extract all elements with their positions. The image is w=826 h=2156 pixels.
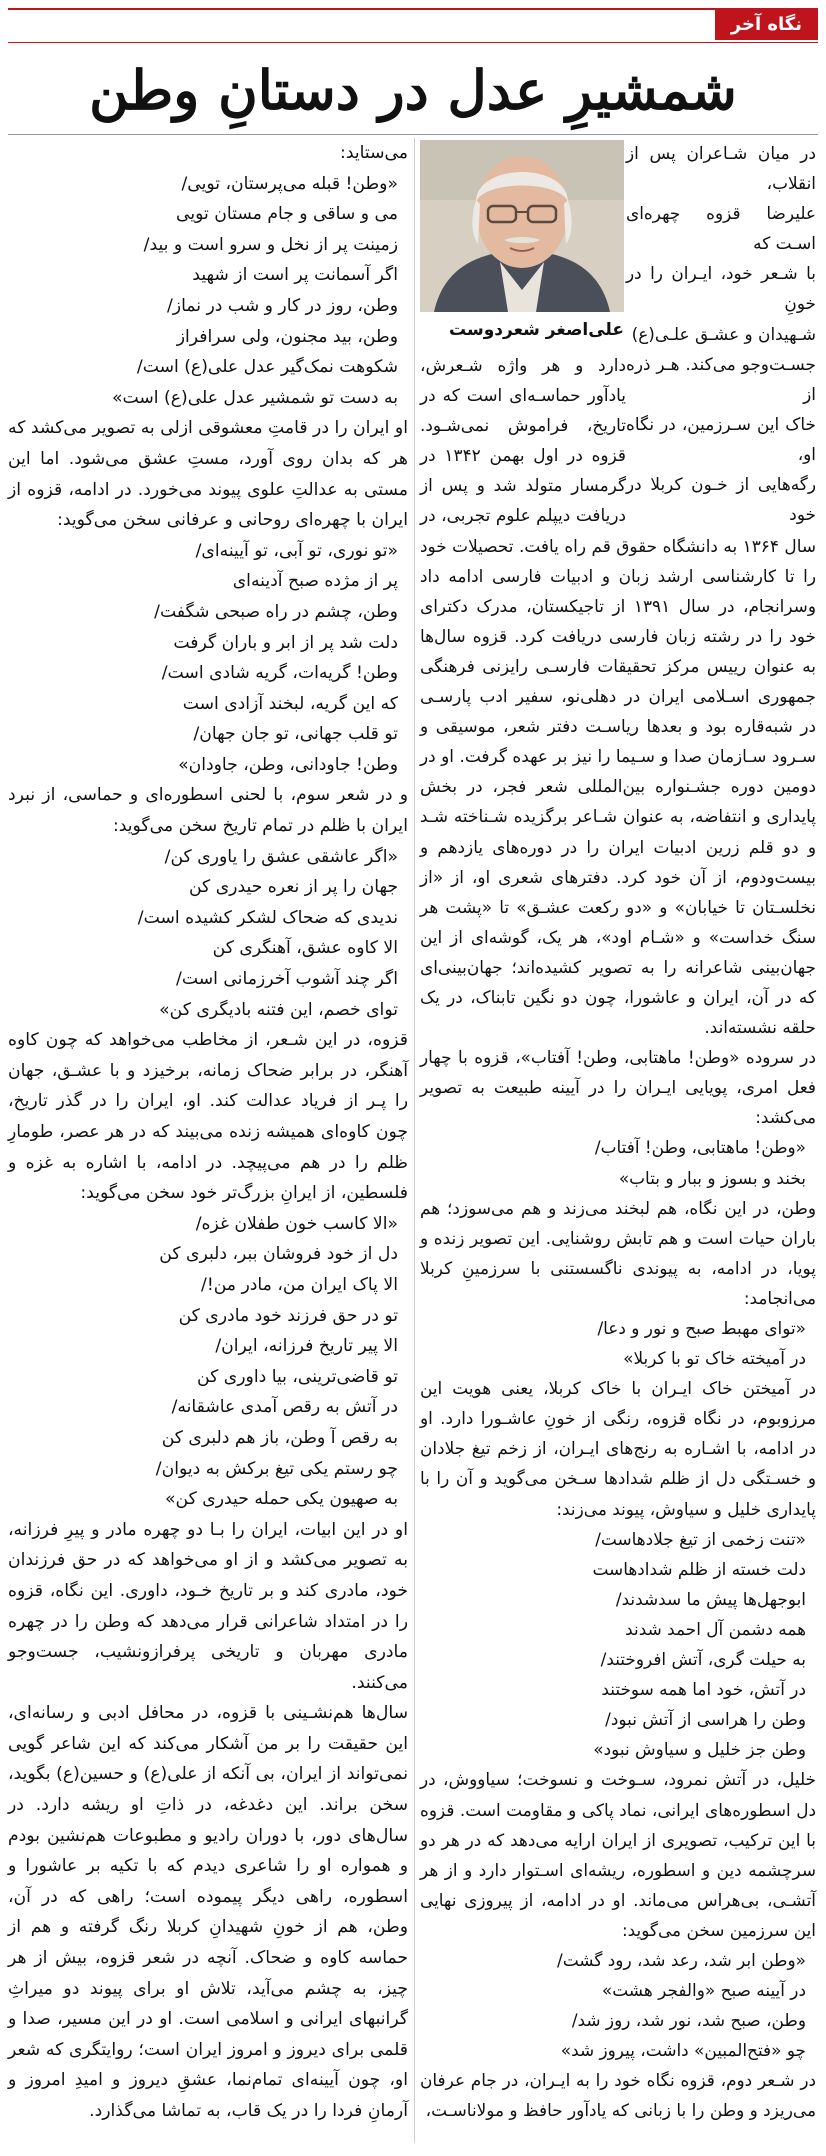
- verse-line: «اگر عاشقی عشق را یاوری کن/: [164, 846, 398, 867]
- verse-line: اگر آسمانت پر است از شهید: [192, 265, 398, 286]
- body-paragraph: خلیل، در آتش نمرود، سـوخت و نسوخت؛ سیاووش، در دل اسطوره‌های ایرانی، نماد پاکی و مقاومت است. قزوه با این ترکیب، تصویری از ایران ارایه می‌دهد که در هر دو سرچشمه دین و اسطوره، ریشه‌ای اسـتوار دارد و از هر آتشـی، بی‌هراس می‌ماند. او در ادامه، از پیروزی نهایی این سرزمین سخن می‌گوید:: [420, 1769, 816, 1940]
- left-column: [8, 138, 408, 2127]
- body-paragraph: می‌ستاید:: [340, 143, 408, 163]
- verse-line: در آتش، خود اما همه سوختند: [601, 1679, 806, 1700]
- author-photo-box: [420, 140, 624, 346]
- verse-line: دلت شد پر از ابر و باران گرفت: [173, 632, 398, 653]
- wrapped-intro: [626, 138, 816, 529]
- verse-line: ابوجهل‌ها پیش ما سدشدند/: [615, 1588, 806, 1609]
- verse-line: ندیدی که ضحاک لشکر کشیده است/: [137, 907, 398, 928]
- body-paragraph: او ایران را در قامتِ معشوقی ازلی به تصویر می‌کشد که هر که بدان روی آورد، مستِ عشق می‌شود. اما این مستی به عدالتِ علوی پیوند می‌خورد. در ادامه، قزوه از ایران با چهره‌ای روحانی و عرفانی سخن می‌گوید:: [8, 418, 408, 531]
- verse-line: وطن، صبح شد، نور شد، روز شد/: [571, 2010, 806, 2031]
- verse-line: در آمیخته خاک تو با کربلا»: [623, 1348, 806, 1369]
- verse-line: تو در حق فرزند خود مادری کن: [178, 1305, 398, 1326]
- verse-line: «وطن! ماهتابی، وطن! آفتاب/: [594, 1137, 806, 1158]
- verse-line: چو رستم یکی تیغ برکش به دیوان/: [155, 1458, 398, 1479]
- verse-line: الا پیر تاریخ فرزانه، ایران/: [215, 1336, 398, 1357]
- verse-line: «وطن ابر شد، رعد شد، رود گشت/: [557, 1949, 806, 1970]
- intro-line: جسـت‌وجو می‌کند. هـر ذره از: [626, 353, 816, 404]
- verse-line: الا کاوه عشق، آهنگری کن: [212, 938, 398, 959]
- verse-line: وطن جز خلیل و سیاوش نبود»: [593, 1739, 806, 1760]
- intro-line: علیرضا قزوه چهره‌ای اسـت که: [626, 203, 816, 254]
- body-paragraph: در شـعر دوم، قزوه نگاه خود را به ایـران، در جام عرفان می‌ریزد و وطن را با زبانی که یادآور حافظ و مولاناسـت،: [420, 2070, 816, 2121]
- verse-line: دلت خسته از ظلم شدادهاست: [592, 1558, 806, 1579]
- verse-line: تو قلب جهانی، تو جان جهان/: [193, 724, 398, 745]
- section-bar: [8, 8, 818, 43]
- verse-line: که این گریه، لبخند آزادی است: [182, 693, 398, 714]
- verse-line: چو «فتح‌المبین» داشت، پیروز شد»: [560, 2040, 806, 2061]
- verse-line: به دست تو شمشیر عدل علی(ع) است»: [112, 387, 398, 408]
- verse-line: «وطن! قبله می‌پرستان، تویی/: [181, 173, 398, 194]
- verse-line: توای خصم، این فتنه بادیگری کن»: [159, 999, 398, 1020]
- verse-line: «تنت زخمی از تیغ جلادهاست/: [595, 1528, 806, 1549]
- intro-line: شـهیدان و عشـق علـی(ع): [631, 323, 816, 344]
- verse-line: دل از خود فروشان ببر، دلبری کن: [159, 1244, 398, 1265]
- verse-line: همه دشمن آل احمد شدند: [625, 1618, 806, 1639]
- body-paragraph: در آمیختن خاک ایـران با خاک کربلا، یعنی هویت این مرزوبوم، در نگاه قزوه، رنگی از خونِ عاشـورا دارد. او در ادامه، با اشـاره به رنج‌های ایـران، از زخم تیغ جلادان و خسـتگی دل از ظلم شدادها سـخن می‌گوید و آن را با پایداری خلیل و سیاوش، پیوند می‌زند:: [420, 1378, 816, 1519]
- verse-line: زمینت پر از نخل و سرو است و بید/: [143, 234, 398, 255]
- verse-line: به حیلت گری، آتش افروختند/: [600, 1649, 806, 1670]
- body-paragraph: دارد و هر واژه شـعرش، یادآور حماسـه‌ای است که در تاریخ، فراموش نمی‌شـود. قزوه در اول بهمن ۱۳۴۲ در گرمسار متولد شد و پس از دریافت دیپلم علوم تجربی، در سال ۱۳۶۴ به دانشگاه حقوق قم راه یافت. تحصیلات خود را تا کارشناسی ارشد زبان و ادبیات فارسی ادامه داد وسرانجام، در سال ۱۳۹۱ از تاجیکستان، مدرک دکترای خود را در رشته زبان فارسی دریافت کرد. قزوه سال‌ها به عنوان رییس مرکز تحقیقات فارسـی رایزنی فرهنگی جمهوری اسـلامی ایران در دهلی‌نو، سفیر ادب پارسـی در شبه‌قاره بود و بعدها ریاسـت دفتر شعر، موسیقی و سـرود سـازمان صدا و سـیما را نیز بر عهده گرفت. او در دومین دوره جشـنواره بین‌المللی شعر فجر، در بخش پایداری و انتفاضه، به عنوان شـاعر برگزیده شـناخته شـد و دو قلم زرین ادبیات ایران را در دوره‌های یازدهم و بیست‌ودوم، از آن خود کرد. دفترهای شعری او، از «از نخلسـتان تا خیابان» و «دو رکعت عشـق» تا «پشت هر سنگ خداست» و «شـام اود»، هر یک، گوشه‌ای از این جهان‌بینی شاعرانه را به تصویر کشیده‌اند؛ جهان‌بینی‌ای که در آن، ایران و عاشورا، چون دو نگین تابناک، در یک حلقه نشسته‌اند.: [420, 355, 816, 1038]
- body-paragraph: سال‌ها هم‌نشـینی با قزوه، در محافل ادبی و رسانه‌ای، این حقیقت را بر من آشکار می‌کند که این شاعر گویی نمی‌تواند از ایران، بی آنکه از علی(ع) و حسین(ع) بگوید، سخن براند. این دغدغه، در ذاتِ او ریشه دارد. در سال‌های دور، با دوران رادیو و مطبوعات هم‌نشین بودم و همواره او را شاعری دیدم که با تکیه بر عاشورا و اسطوره، راهی دیگر پیموده است؛ راهی که در آن، وطن، هم از خونِ شهیدانِ کربلا رنگ گرفته و هم از حماسه کاوه و ضحاک. آنچه در شعر قزوه، بیش از هر چیز، به چشم می‌آید، تلاش او برای پیوند دو میراثِ گرانبهای ایرانی و اسلامی است. او در این مسیر، صدا و قلمی برای دیروز و امروز ایران است؛ روایتگری که شعر او، چون آیینه‌ای تمام‌نما، عشقِ دیروز و امیدِ امروز و آرمانِ فردا را در یک قاب، به تماشا می‌گذارد.: [8, 1703, 408, 2121]
- verse-line: اگر چند آشوب آخرزمانی است/: [176, 969, 398, 990]
- verse-line: وطن، چشم در راه صبحی شگفت/: [154, 601, 398, 622]
- verse-line: الا پاک ایران من، مادر من!/: [201, 1274, 398, 1295]
- verse-line: شکوهت نمک‌گیر عدل علی(ع) است/: [136, 357, 398, 378]
- intro-with-photo: [420, 138, 816, 525]
- verse-line: در آیینه صبح «والفجر هشت»: [601, 1980, 806, 2001]
- headline: شمشیرِ عدل در دستانِ وطن: [89, 58, 737, 122]
- body-paragraph: قزوه، در این شـعر، از مخاطب می‌خواهد که چون کاوه آهنگر، در برابر ضحاک زمانه، برخیزد و با عشـق، جهان را پـر از فریاد عدالت کند. او، ایران را در گذر تاریخ، چون کاوه‌ای همیشه زنده می‌بیند که در هر عصر، طومارِ ظلم را در هم می‌پیچد. در ادامه، با اشاره به غزه و فلسطین، از ایرانِ بزرگ‌تر خود سخن می‌گوید:: [8, 1030, 408, 1204]
- verse-line: بخند و بسوز و ببار و بتاب»: [618, 1167, 806, 1188]
- verse-line: وطن، روز در کار و شب در نماز/: [166, 295, 398, 316]
- verse-line: جهان را پر از نعره حیدری کن: [188, 877, 398, 898]
- intro-line: خاک این سـرزمین، در نگاه او،: [626, 413, 816, 464]
- headline-rule: [8, 134, 818, 135]
- column-divider: [414, 138, 415, 2143]
- intro-line: با شـعر خود، ایـران را در خونِ: [626, 263, 816, 314]
- verse-line: وطن! جاودانی، وطن، جاودان»: [178, 754, 398, 775]
- verse-line: وطن! گریه‌ات، گریه شادی است/: [161, 663, 398, 684]
- right-column: [420, 138, 816, 2126]
- verse-line: «الا کاسب خون طفلان غزه/: [195, 1213, 398, 1234]
- verse-line: به صهیون یکی حمله حیدری کن»: [165, 1489, 398, 1510]
- section-tag: نگاه آخر: [715, 10, 818, 40]
- verse-line: وطن را هراسی از آتش نبود/: [605, 1709, 806, 1730]
- author-portrait: [420, 140, 624, 312]
- intro-line: در میان شـاعران پس از انقلاب،: [626, 143, 816, 194]
- verse-line: پر از مژده صبح آدینه‌ای: [232, 571, 398, 592]
- verse-line: می و ساقی و جام مستان تویی: [176, 204, 398, 225]
- verse-line: تو قاضی‌ترینی، بیا داوری کن: [197, 1366, 398, 1387]
- verse-line: در آتش به رقص آمدی عاشقانه/: [171, 1397, 398, 1418]
- verse-line: «تو نوری، تو آبی، تو آیینه‌ای/: [195, 540, 398, 561]
- body-paragraph: در سروده «وطن! ماهتابی، وطن! آفتاب»، قزوه با چهار فعل امری، پویایی ایـران را در آیینه طبیعت به تصویر می‌کشد:: [420, 1047, 816, 1128]
- body-paragraph: و در شعر سوم، با لحنی اسطوره‌ای و حماسی، از نبرد ایران با ظلم در تمام تاریخ سخن می‌گوید:: [8, 785, 408, 837]
- body-paragraph: وطن، در این نگاه، هم لبخند می‌زند و هم می‌سوزد؛ هم باران حیات است و هم تابش روشنایی. این تصویر زنده و پویا، در ادامه، به پیوندی ناگسستنی با سرزمینِ کربلا می‌انجامد:: [420, 1197, 816, 1308]
- body-paragraph: او در این ابیات، ایران را بـا دو چهره مادر و پیرِ فرزانه، به تصویر می‌کشد و از او می‌خواهد که در حق فرزندان خود، مادری کند و بر تاریخ خـود، داوری. این نگاه، قزوه را در امتداد شاعرانی قرار می‌دهد که وطن را در چهره مادری مهربان و تاریخی پرفرازونشیب، جست‌وجو می‌کنند.: [8, 1519, 408, 1693]
- verse-line: به رقص آ وطن، باز هم دلبری کن: [161, 1427, 398, 1448]
- intro-line: رگه‌هایی از خـون کربلا در خود: [626, 474, 816, 525]
- verse-line: وطن، بید مجنون، ولی سرافراز: [176, 326, 398, 347]
- author-name: علی‌اصغر شعردوست: [449, 320, 624, 340]
- verse-line: «توای مهبط صبح و نور و دعا/: [597, 1318, 806, 1338]
